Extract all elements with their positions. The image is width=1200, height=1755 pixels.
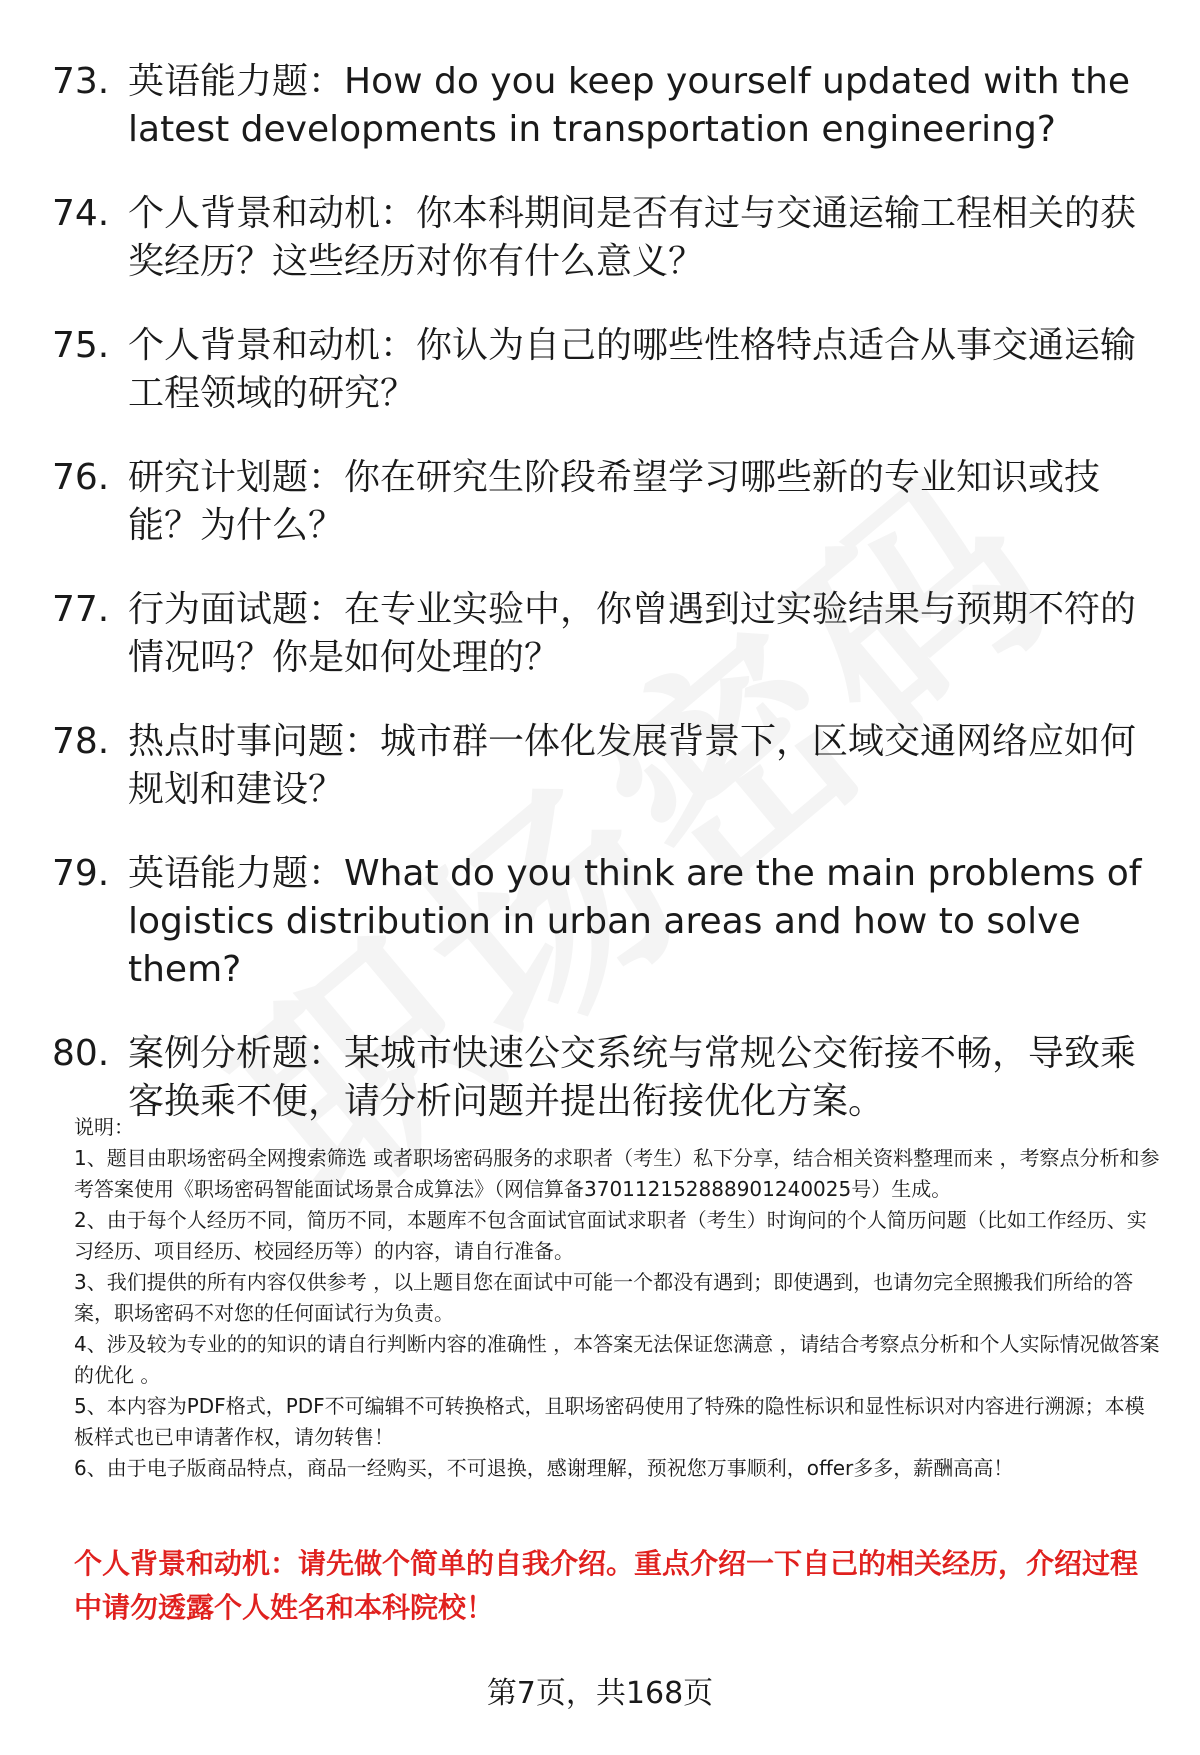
- question-number: 74.: [52, 193, 110, 234]
- question-text: 研究计划题：你在研究生阶段希望学习哪些新的专业知识或技能？为什么？: [128, 457, 1101, 546]
- notes-section: [74, 1112, 1164, 1484]
- question-text: 热点时事问题：城市群一体化发展背景下，区域交通网络应如何规划和建设？: [128, 721, 1137, 810]
- question-number: 79.: [52, 853, 110, 894]
- note-item: 6、由于电子版商品特点，商品一经购买，不可退换，感谢理解，预祝您万事顺利，offer多多，薪酬高高！: [74, 1456, 1014, 1480]
- question-text: 案例分析题：某城市快速公交系统与常规公交衔接不畅，导致乘客换乘不便，请分析问题并提出衔接优化方案。: [128, 1033, 1137, 1122]
- question-item: [52, 850, 1162, 994]
- notes-title: 说明：: [74, 1115, 134, 1139]
- question-number: 73.: [52, 61, 110, 102]
- question-text: 个人背景和动机：你认为自己的哪些性格特点适合从事交通运输工程领域的研究？: [128, 325, 1137, 414]
- question-number: 78.: [52, 721, 110, 762]
- question-item: [52, 586, 1162, 682]
- question-item: [52, 58, 1162, 154]
- question-item: [52, 190, 1162, 286]
- note-item: 2、由于每个人经历不同，简历不同，本题库不包含面试官面试求职者（考生）时询问的个人简历问题（比如工作经历、实习经历、项目经历、校园经历等）的内容，请自行准备。: [74, 1208, 1147, 1263]
- question-text: 英语能力题：What do you think are the main problems of logistics distribution in urban areas and how to solve them?: [128, 853, 1142, 990]
- note-item: 5、本内容为PDF格式，PDF不可编辑不可转换格式，且职场密码使用了特殊的隐性标识和显性标识对内容进行溯源；本模板样式也已申请著作权，请勿转售！: [74, 1394, 1145, 1449]
- question-item: [52, 322, 1162, 418]
- note-item: 3、我们提供的所有内容仅供参考 ，以上题目您在面试中可能一个都没有遇到；即使遇到，也请勿完全照搬我们所给的答案，职场密码不对您的任何面试行为负责。: [74, 1270, 1134, 1325]
- question-item: [52, 718, 1162, 814]
- question-item: [52, 454, 1162, 550]
- question-text: 行为面试题：在专业实验中，你曾遇到过实验结果与预期不符的情况吗？你是如何处理的？: [128, 589, 1137, 678]
- question-number: 80.: [52, 1033, 110, 1074]
- question-number: 76.: [52, 457, 110, 498]
- question-number: 77.: [52, 589, 110, 630]
- question-number: 75.: [52, 325, 110, 366]
- question-list: [52, 58, 1162, 1162]
- highlight-question: 个人背景和动机：请先做个简单的自我介绍。重点介绍一下自己的相关经历，介绍过程中请勿透露个人姓名和本科院校！: [74, 1547, 1139, 1624]
- question-text: 英语能力题：How do you keep yourself updated with the latest developments in transportation engineering?: [128, 61, 1131, 150]
- question-text: 个人背景和动机：你本科期间是否有过与交通运输工程相关的获奖经历？这些经历对你有什么意义？: [128, 193, 1137, 282]
- page-number: 第7页，共168页: [486, 1676, 714, 1711]
- note-item: 1、题目由职场密码全网搜索筛选 或者职场密码服务的求职者（考生）私下分享，结合相关资料整理而来 ，考察点分析和参考答案使用《职场密码智能面试场景合成算法》（网信算备370112152888901240025号）生成。: [74, 1146, 1160, 1201]
- note-item: 4、涉及较为专业的的知识的请自行判断内容的准确性 ，本答案无法保证您满意 ，请结合考察点分析和个人实际情况做答案的优化 。: [74, 1332, 1160, 1387]
